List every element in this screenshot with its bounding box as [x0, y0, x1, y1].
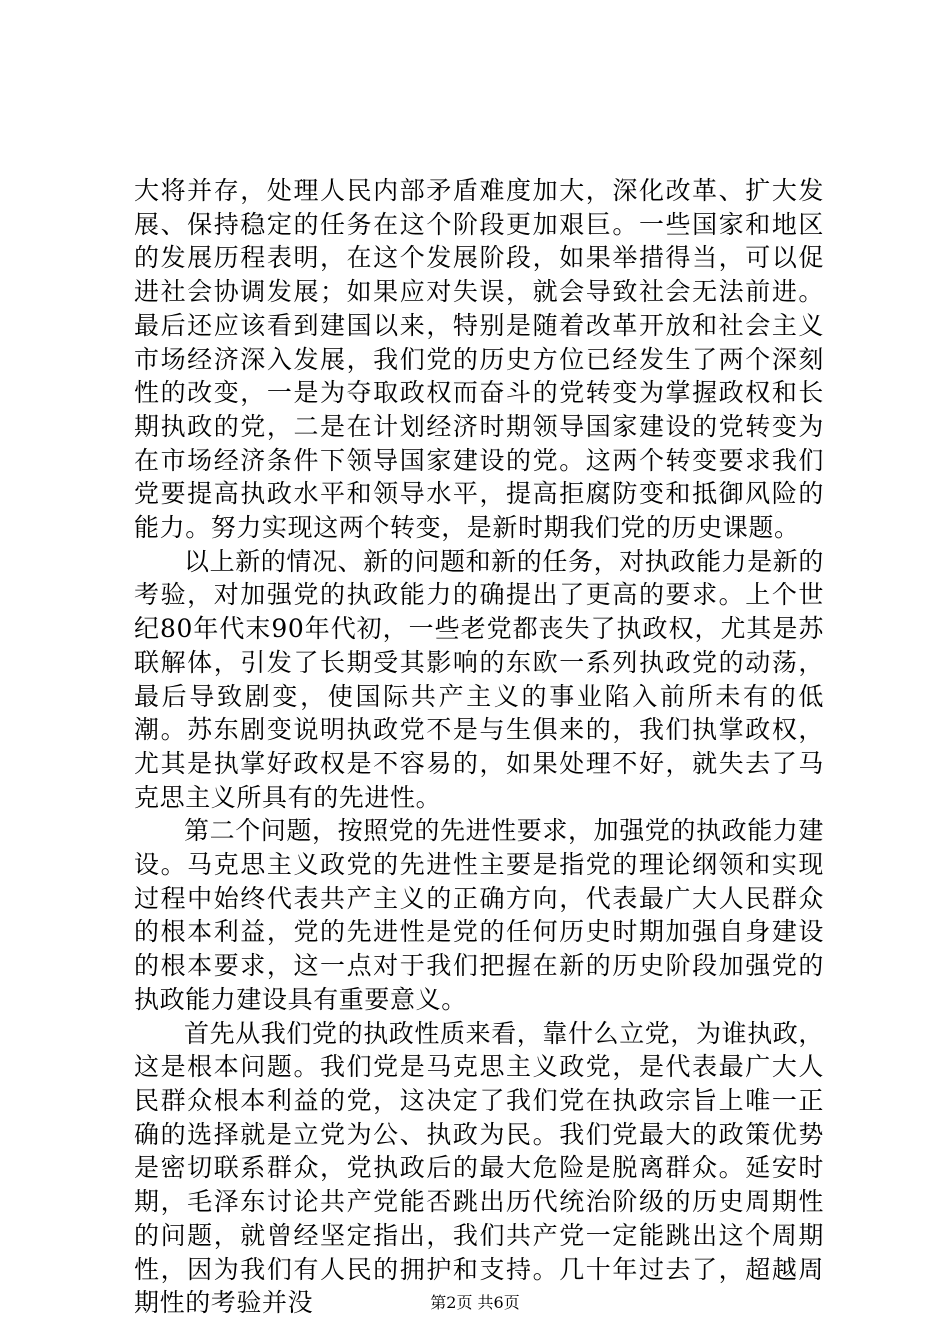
- document-body: [134, 174, 824, 1320]
- paragraph-2: 以上新的情况、新的问题和新的任务，对执政能力是新的考验，对加强党的执政能力的确提出了更高的要求。上个世纪80年代末90年代初，一些老党都丧失了执政权，尤其是苏联解体，引发了长期受其影响的东欧一系列执政党的动荡，最后导致剧变，使国际共产主义的事业陷入前所未有的低潮。苏东剧变说明执政党不是与生俱来的，我们执掌政权，尤其是执掌好政权是不容易的，如果处理不好，就失去了马克思主义所具有的先进性。: [134, 546, 825, 812]
- paragraph-3: 第二个问题，按照党的先进性要求，加强党的执政能力建设。马克思主义政党的先进性主要是指党的理论纲领和实现过程中始终代表共产主义的正确方向，代表最广大人民群众的根本利益，党的先进性是党的任何历史时期加强自身建设的根本要求，这一点对于我们把握在新的历史阶段加强党的执政能力建设具有重要意义。: [134, 816, 825, 1014]
- page-number-footer: 第2页 共6页: [430, 1293, 520, 1312]
- paragraph-4: 首先从我们党的执政性质来看，靠什么立党，为谁执政，这是根本问题。我们党是马克思主义政党，是代表最广大人民群众根本利益的党，这决定了我们党在执政宗旨上唯一正确的选择就是立党为公、执政为民。我们党最大的政策优势是密切联系群众，党执政后的最大危险是脱离群众。延安时期，毛泽东讨论共产党能否跳出历代统治阶级的历史周期性的问题，就曾经坚定指出，我们共产党一定能跳出这个周期性，因为我们有人民的拥护和支持。几十年过去了，超越周期性的考验并没: [134, 1018, 825, 1318]
- paragraph-1: 大将并存，处理人民内部矛盾难度加大，深化改革、扩大发展、保持稳定的任务在这个阶段更加艰巨。一些国家和地区的发展历程表明，在这个发展阶段，如果举措得当，可以促进社会协调发展；如果应对失误，就会导致社会无法前进。最后还应该看到建国以来，特别是随着改革开放和社会主义市场经济深入发展，我们党的历史方位已经发生了两个深刻性的改变，一是为夺取政权而奋斗的党转变为掌握政权和长期执政的党，二是在计划经济时期领导国家建设的党转变为在市场经济条件下领导国家建设的党。这两个转变要求我们党要提高执政水平和领导水平，提高拒腐防变和抵御风险的能力。努力实现这两个转变，是新时期我们党的历史课题。: [134, 176, 824, 543]
